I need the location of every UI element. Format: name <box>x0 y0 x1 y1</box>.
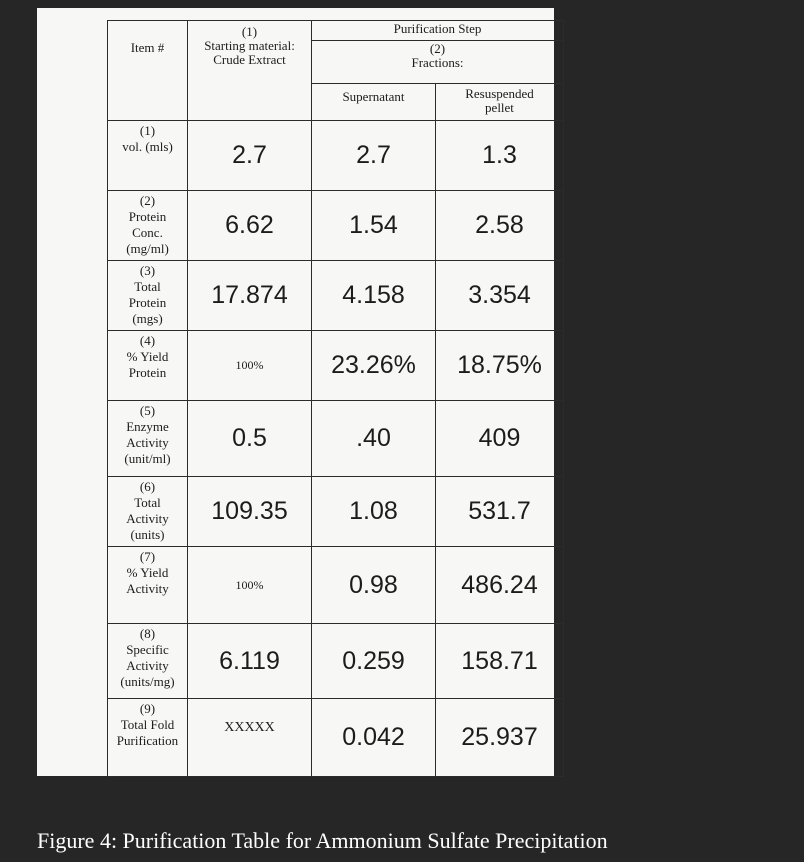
step1-header: (1) Starting material: Crude Extract <box>188 21 312 121</box>
pellet-value: 2.58 <box>436 191 564 261</box>
supernatant-value: 0.259 <box>312 624 436 699</box>
row-label: (5) Enzyme Activity (unit/ml) <box>108 401 188 477</box>
pellet-value: 3.354 <box>436 261 564 331</box>
table-row <box>108 191 564 261</box>
crude-value: XXXXX <box>188 699 312 777</box>
figure-caption: Figure 4: Purification Table for Ammonium Sulfate Precipitation <box>37 828 608 853</box>
pellet-header: Resuspended pellet <box>436 84 564 121</box>
supernatant-value: 2.7 <box>312 121 436 191</box>
pellet-value: 531.7 <box>436 477 564 547</box>
row-label: (2) Protein Conc. (mg/ml) <box>108 191 188 261</box>
supernatant-value: 0.042 <box>312 699 436 777</box>
row-label: (8) Specific Activity (units/mg) <box>108 624 188 699</box>
crude-value: 100% <box>188 547 312 624</box>
purification-step-header: Purification Step <box>312 21 564 41</box>
supernatant-value: 0.98 <box>312 547 436 624</box>
row-label: (3) Total Protein (mgs) <box>108 261 188 331</box>
supernatant-value: .40 <box>312 401 436 477</box>
crude-value: 109.35 <box>188 477 312 547</box>
row-label: (7) % Yield Activity <box>108 547 188 624</box>
supernatant-value: 1.54 <box>312 191 436 261</box>
table-row <box>108 624 564 699</box>
crude-value: 17.874 <box>188 261 312 331</box>
table-row <box>108 401 564 477</box>
table-row <box>108 477 564 547</box>
row-label: (6) Total Activity (units) <box>108 477 188 547</box>
pellet-value: 18.75% <box>436 331 564 401</box>
pellet-value: 158.71 <box>436 624 564 699</box>
document-page <box>37 8 554 776</box>
pellet-value: 409 <box>436 401 564 477</box>
item-header: Item # <box>108 21 188 121</box>
table-row <box>108 121 564 191</box>
row-label: (9) Total Fold Purification <box>108 699 188 777</box>
table-row <box>108 331 564 401</box>
purification-table <box>107 20 564 777</box>
step2-header: (2) Fractions: <box>312 41 564 84</box>
table-row <box>108 699 564 777</box>
table-row <box>108 261 564 331</box>
supernatant-header: Supernatant <box>312 84 436 121</box>
table-row <box>108 547 564 624</box>
pellet-value: 1.3 <box>436 121 564 191</box>
pellet-value: 486.24 <box>436 547 564 624</box>
supernatant-value: 1.08 <box>312 477 436 547</box>
crude-value: 2.7 <box>188 121 312 191</box>
crude-value: 100% <box>188 331 312 401</box>
supernatant-value: 23.26% <box>312 331 436 401</box>
crude-value: 6.62 <box>188 191 312 261</box>
supernatant-value: 4.158 <box>312 261 436 331</box>
pellet-value: 25.937 <box>436 699 564 777</box>
row-label: (4) % Yield Protein <box>108 331 188 401</box>
row-label: (1) vol. (mls) <box>108 121 188 191</box>
crude-value: 6.119 <box>188 624 312 699</box>
crude-value: 0.5 <box>188 401 312 477</box>
